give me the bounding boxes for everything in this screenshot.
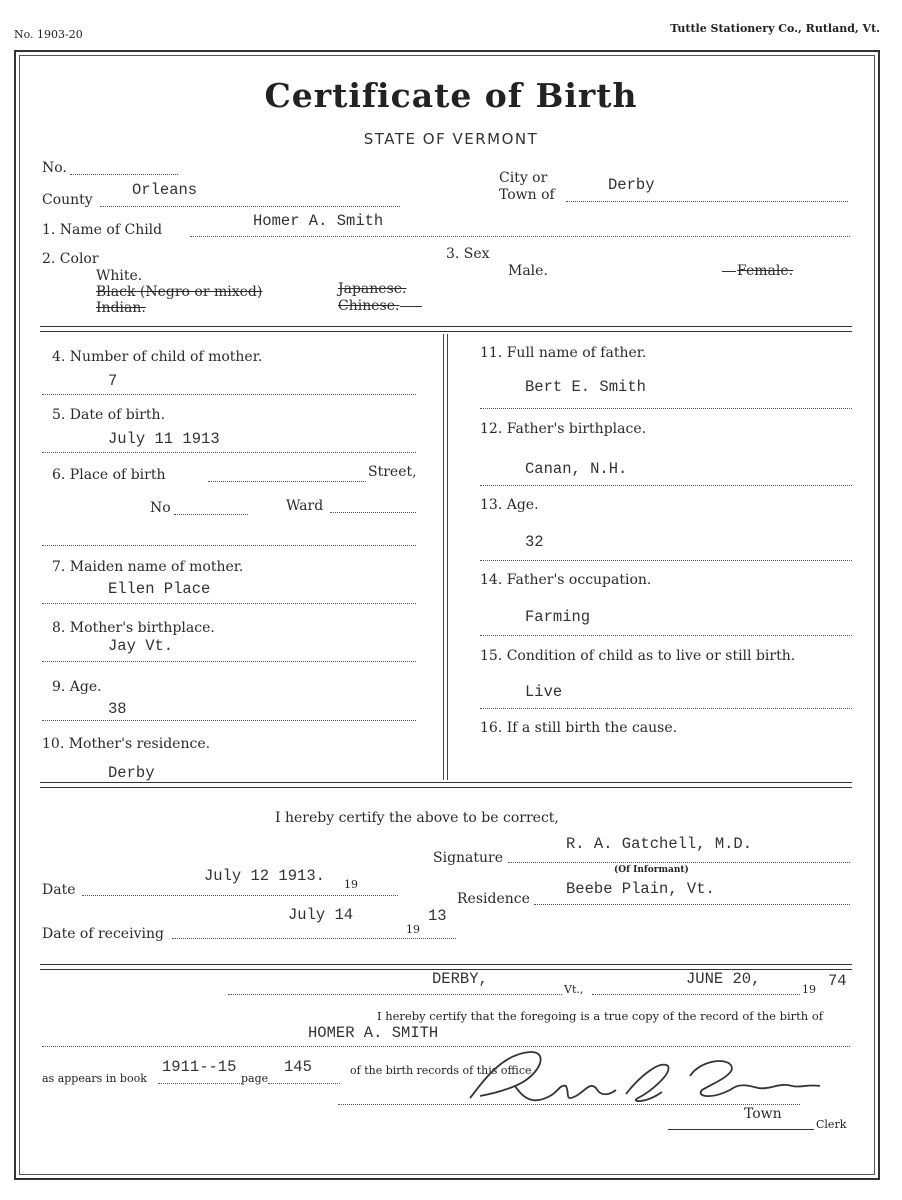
book-line [158, 1083, 242, 1084]
page-value: 145 [284, 1058, 312, 1076]
f7-label: 7. Maiden name of mother. [52, 559, 244, 575]
f6-ward: Ward [286, 498, 324, 514]
state-heading: STATE OF VERMONT [363, 130, 539, 148]
receiving-label: Date of receiving [42, 926, 164, 942]
f12-value: Canan, N.H. [525, 460, 628, 478]
section-rule-1a [40, 326, 852, 327]
city-label-2: Town of [499, 187, 555, 203]
county-value: Orleans [132, 181, 198, 199]
certify-statement: I hereby certify the above to be correct, [275, 810, 559, 826]
f8-label: 8. Mother's birthplace. [52, 620, 215, 636]
f6-line [208, 481, 366, 482]
copy-date-line [592, 994, 800, 995]
section-rule-3a [40, 964, 852, 965]
color-white: White. [96, 268, 143, 284]
child-name-value: Homer A. Smith [253, 212, 384, 230]
page-line [268, 1083, 340, 1084]
chinese-strike-extension [400, 306, 422, 307]
female-strike-lead [722, 271, 736, 272]
copy-statement: I hereby certify that the foregoing is a true copy of the record of the birth of [377, 1009, 824, 1023]
f8-line [42, 661, 416, 662]
f11-line [480, 408, 852, 409]
child-name-label: 1. Name of Child [42, 222, 163, 238]
f16-label: 16. If a still birth the cause. [480, 720, 678, 736]
f7-line [42, 603, 416, 604]
signature-line [508, 862, 850, 863]
f15-line [480, 708, 852, 709]
color-japanese: Japanese. [338, 281, 407, 297]
f13-line [480, 560, 852, 561]
f13-label: 13. Age. [480, 497, 539, 513]
clerk-signature-line [338, 1104, 800, 1105]
section-rule-2b [40, 787, 852, 788]
f13-value: 32 [525, 533, 544, 551]
section-rule-2a [40, 782, 852, 783]
f8-value: Jay Vt. [108, 637, 174, 655]
f14-value: Farming [525, 608, 591, 626]
f5-line [42, 452, 416, 453]
residence-label: Residence [457, 891, 530, 907]
column-divider-a [443, 334, 444, 780]
f10-value: Derby [108, 764, 155, 782]
sex-label: 3. Sex [446, 246, 490, 262]
informant-note: (Of Informant) [614, 865, 689, 875]
no-line [70, 174, 178, 175]
f10-label: 10. Mother's residence. [42, 736, 211, 752]
f14-line [480, 635, 852, 636]
book-value: 1911--15 [162, 1058, 237, 1076]
copy-year-value: 74 [828, 972, 847, 990]
f6-no: No [150, 500, 171, 516]
copy-town-line [228, 994, 562, 995]
county-line [100, 206, 400, 207]
copy-town-value: DERBY, [432, 970, 488, 988]
date-line [82, 895, 398, 896]
clerk-label: Clerk [816, 1118, 847, 1131]
f9-line [42, 720, 416, 721]
page-label: page [241, 1072, 269, 1085]
date-label: Date [42, 882, 76, 898]
date-value: July 12 1913. [204, 867, 325, 885]
f15-label: 15. Condition of child as to live or still birth. [480, 648, 796, 664]
receiving-year: 13 [428, 907, 447, 925]
f7-value: Ellen Place [108, 580, 211, 598]
residence-value: Beebe Plain, Vt. [566, 880, 715, 898]
color-black: Black (Negro or mixed) [96, 284, 263, 300]
city-value: Derby [608, 176, 655, 194]
county-label: County [42, 192, 93, 208]
copy-nineteen: 19 [802, 983, 816, 996]
column-divider-b [447, 334, 448, 780]
f5-value: July 11 1913 [108, 430, 220, 448]
city-label-1: City or [499, 170, 548, 186]
town-label: Town [744, 1106, 782, 1122]
copy-vt: Vt., [564, 983, 584, 996]
f14-label: 14. Father's occupation. [480, 572, 652, 588]
f9-value: 38 [108, 700, 127, 718]
color-chinese: Chinese. [338, 298, 400, 314]
f12-line [480, 485, 852, 486]
f6-street: Street, [368, 464, 417, 480]
book-label: as appears in book [42, 1072, 147, 1085]
copy-name-value: HOMER A. SMITH [308, 1024, 439, 1042]
sex-female: Female. [737, 263, 794, 279]
form-number: No. 1903-20 [14, 28, 83, 41]
f11-label: 11. Full name of father. [480, 345, 647, 361]
residence-line [534, 904, 850, 905]
f5-label: 5. Date of birth. [52, 407, 166, 423]
section-rule-1b [40, 331, 852, 332]
certificate-title: Certificate of Birth [264, 76, 638, 115]
city-line [566, 201, 848, 202]
receiving-value: July 14 [288, 906, 354, 924]
f6-label: 6. Place of birth [52, 467, 166, 483]
clerk-line [668, 1129, 814, 1130]
printer-name: Tuttle Stationery Co., Rutland, Vt. [670, 22, 880, 35]
color-label: 2. Color [42, 251, 99, 267]
f4-value: 7 [108, 372, 118, 390]
f9-label: 9. Age. [52, 679, 102, 695]
f6-line-2 [42, 545, 416, 546]
f11-value: Bert E. Smith [525, 378, 646, 396]
signature-value: R. A. Gatchell, M.D. [566, 835, 753, 853]
no-label: No. [42, 160, 67, 176]
f6-no-line [174, 514, 248, 515]
f4-label: 4. Number of child of mother. [52, 349, 263, 365]
f12-label: 12. Father's birthplace. [480, 421, 647, 437]
copy-date-value: JUNE 20, [686, 970, 761, 988]
sex-male: Male. [508, 263, 548, 279]
receiving-nineteen: 19 [406, 923, 420, 936]
f4-line [42, 394, 416, 395]
f15-value: Live [525, 683, 563, 701]
records-label: of the birth records of this office. [350, 1064, 535, 1077]
child-name-line [190, 236, 850, 237]
signature-label: Signature [433, 850, 504, 866]
date-nineteen: 19 [344, 878, 358, 891]
receiving-line [172, 938, 456, 939]
color-indian: Indian. [96, 300, 146, 316]
f6-ward-line [330, 512, 416, 513]
